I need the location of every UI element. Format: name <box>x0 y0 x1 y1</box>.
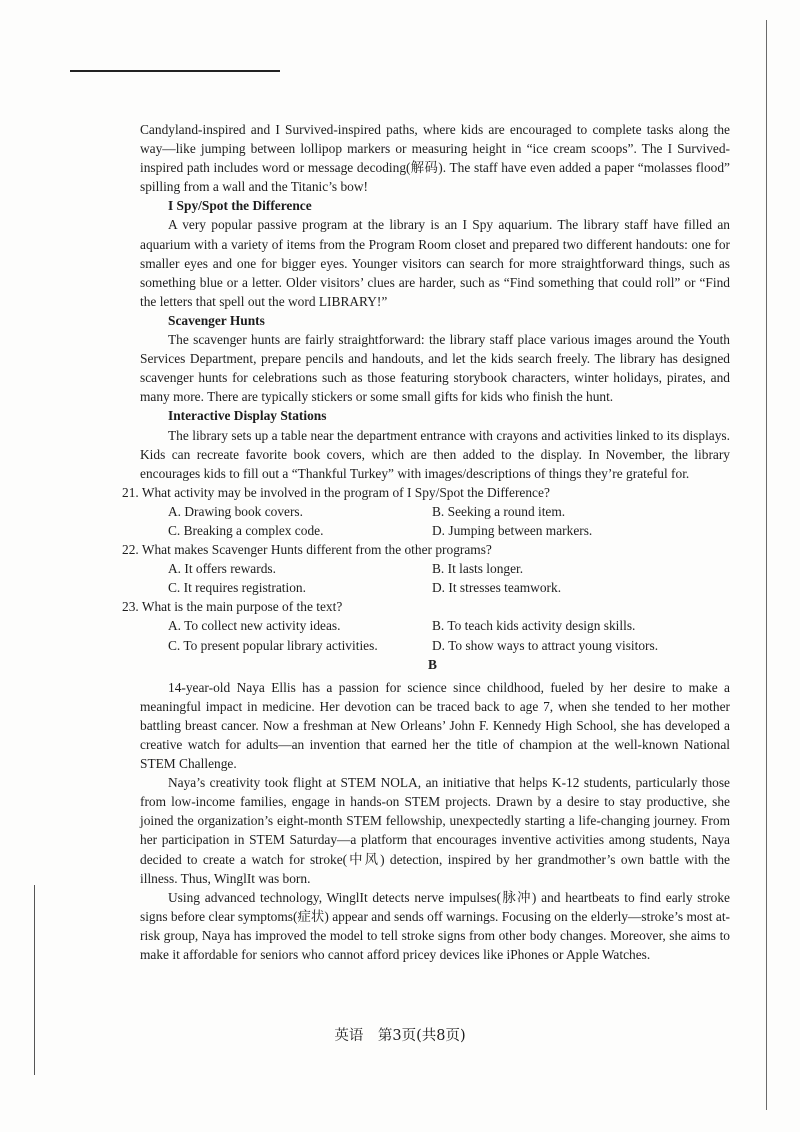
passage-b-letter: B <box>428 656 437 672</box>
page-content <box>122 120 730 964</box>
section-body-display-stations: The library sets up a table near the department entrance with crayons and activities linked to its displays. Kids can recreate favorite book covers, which are then added to the display. In November, the library encourages kids to fill out a “Thankful Turkey” with images/descriptions of things they’re grateful for. <box>140 427 730 481</box>
question-21 <box>122 483 730 540</box>
passage-b-paragraph-1: 14-year-old Naya Ellis has a passion for science since childhood, fueled by her desire to make a meaningful impact in medicine. Her devotion can be traced back to age 7, when she tended to her mother battling breast cancer. Now a freshman at New Orleans’ John F. Kennedy High School, she has developed a creative watch for adults—an invention that earned her the title of champion at the well-known National STEM Challenge. <box>140 679 730 772</box>
passage-a-intro: Candyland-inspired and I Survived-inspired paths, where kids are encouraged to complete tasks along the way—like jumping between lollipop markers or measuring height in “ice cream scoops”. The I Survived-inspired path includes word or message decoding(解码). The staff have even added a paper “molasses flood” spilling from a wall and the Titanic’s bow! <box>140 122 730 195</box>
section-heading-display-stations: Interactive Display Stations <box>168 408 327 424</box>
section-heading-i-spy: I Spy/Spot the Difference <box>168 198 312 214</box>
option-b[interactable]: B. It lasts longer. <box>432 561 524 577</box>
question-options <box>168 502 730 540</box>
question-stem: 22. What makes Scavenger Hunts different from the other programs? <box>122 542 492 558</box>
option-c[interactable]: C. To present popular library activities. <box>168 637 378 653</box>
option-b[interactable]: B. Seeking a round item. <box>432 503 566 519</box>
option-a[interactable]: A. Drawing book covers. <box>168 503 303 519</box>
question-22 <box>122 540 730 597</box>
page-footer: 英语 第3页(共8页) <box>334 1028 466 1044</box>
option-d[interactable]: D. To show ways to attract young visitors. <box>432 637 659 653</box>
passage-b-paragraph-3: Using advanced technology, WinglIt detects nerve impulses(脉冲) and heartbeats to find early stroke signs before clear symptoms(症状) appear and sends off warnings. Focusing on the elderly—stroke’s most at-risk group, Naya has improved the model to tell stroke signs from other body changes. Moreover, she aims to make it affordable for seniors who cannot afford pricey devices like iPhones or Apple Watches. <box>140 889 730 963</box>
question-options <box>168 559 730 597</box>
margin-mark <box>34 885 35 1075</box>
question-23 <box>122 597 730 654</box>
passage-b-paragraph-2: Naya’s creativity took flight at STEM NOLA, an initiative that helps K-12 students, particularly those from low-income families, engage in hands-on STEM projects. Drawn by a desire to stay productive, she joined the organization’s eight-month STEM fellowship, unexpectedly starting a life-changing journey. From her participation in STEM Saturday—a platform that encourages inventive activities among students, Naya decided to create a watch for stroke(中风) detection, inspired by her grandmother’s own battle with the illness. Thus, WinglIt was born. <box>140 775 730 886</box>
section-body-scavenger-hunts: The scavenger hunts are fairly straightforward: the library staff place various images around the Youth Services Department, prepare pencils and handouts, and let the kids search freely. The library has designed scavenger hunts for celebrations such as those featuring storybook characters, winter holidays, pirates, and many more. There are typically stickers or some small gifts for kids who finish the hunt. <box>140 332 730 405</box>
option-d[interactable]: D. Jumping between markers. <box>432 522 593 538</box>
option-c[interactable]: C. It requires registration. <box>168 580 306 596</box>
option-a[interactable]: A. To collect new activity ideas. <box>168 618 341 634</box>
option-c[interactable]: C. Breaking a complex code. <box>168 522 324 538</box>
question-stem: 21. What activity may be involved in the program of I Spy/Spot the Difference? <box>122 484 550 500</box>
question-stem: 23. What is the main purpose of the text? <box>122 599 343 615</box>
section-body-i-spy: A very popular passive program at the library is an I Spy aquarium. The library staff have filled an aquarium with a variety of items from the Program Room closet and prepared two different handouts: one for smaller eyes and one for bigger eyes. Younger visitors can search for more straightforward things, such as something blue or a letter. Older visitors’ clues are harder, such as “Find something that could roll” or “Find the letters that spell out the word LIBRARY!” <box>140 217 730 309</box>
option-a[interactable]: A. It offers rewards. <box>168 561 276 577</box>
question-options <box>168 616 730 654</box>
header-rule <box>70 70 280 72</box>
section-heading-scavenger-hunts: Scavenger Hunts <box>168 312 265 328</box>
option-d[interactable]: D. It stresses teamwork. <box>432 580 562 596</box>
option-b[interactable]: B. To teach kids activity design skills. <box>432 618 636 634</box>
page-edge-line <box>766 20 767 1110</box>
